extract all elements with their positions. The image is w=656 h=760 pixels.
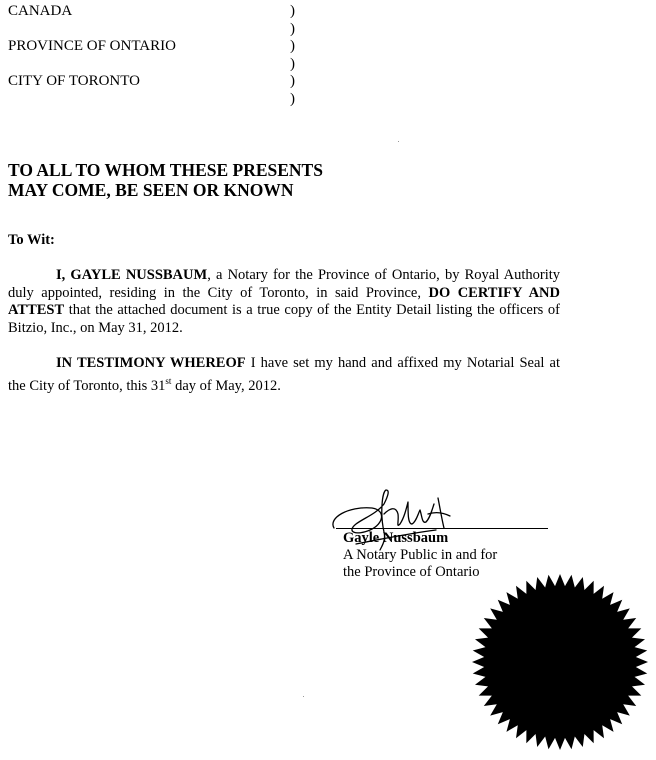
scan-speck: [303, 696, 304, 697]
to-wit-label: To Wit:: [8, 232, 55, 248]
testimony-whereof-bold: IN TESTIMONY WHEREOF: [56, 355, 246, 371]
paragraph-text: day of May, 2012.: [171, 377, 281, 394]
paragraph-text: I have set my hand and affixed my Notarial Seal at the City of Toronto, this 31: [8, 355, 560, 394]
heading-line-1: TO ALL TO WHOM THESE PRESENTS: [8, 160, 323, 180]
notary-name-bold: I, GAYLE NUSSBAUM: [56, 267, 208, 283]
bracket: ): [290, 55, 295, 72]
jurisdiction-brackets: [290, 3, 295, 108]
bracket: ): [290, 3, 295, 19]
notary-title-line-2: the Province of Ontario: [343, 564, 480, 580]
notary-name: Gayle Nussbaum: [343, 530, 449, 546]
certify-attest-bold: DO CERTIFY AND ATTEST: [8, 284, 560, 318]
document-heading: [8, 160, 323, 200]
jurisdiction-country: CANADA: [8, 3, 73, 19]
paragraph-text: that the attached document is a true copy of the Entity Detail listing the officers of Bitzio, Inc., on May 31, 2012.: [8, 302, 560, 336]
bracket: ): [290, 20, 295, 37]
bracket: ): [290, 90, 295, 107]
bracket: ): [290, 38, 295, 54]
notarial-seal: [470, 572, 650, 752]
jurisdiction-city: CITY OF TORONTO: [8, 73, 140, 89]
jurisdiction-province: PROVINCE OF ONTARIO: [8, 38, 176, 54]
ordinal-superscript: st: [165, 375, 172, 386]
scan-speck: [398, 141, 399, 142]
heading-line-2: MAY COME, BE SEEN OR KNOWN: [8, 180, 294, 200]
notary-title-line-1: A Notary Public in and for: [343, 547, 498, 563]
certification-paragraph: [8, 267, 560, 337]
bracket: ): [290, 73, 295, 89]
paragraph-text: , a Notary for the Province of Ontario, by Royal Authority duly appointed, residing in the City of Toronto, in said Province,: [8, 267, 560, 301]
testimony-paragraph: [8, 355, 560, 395]
